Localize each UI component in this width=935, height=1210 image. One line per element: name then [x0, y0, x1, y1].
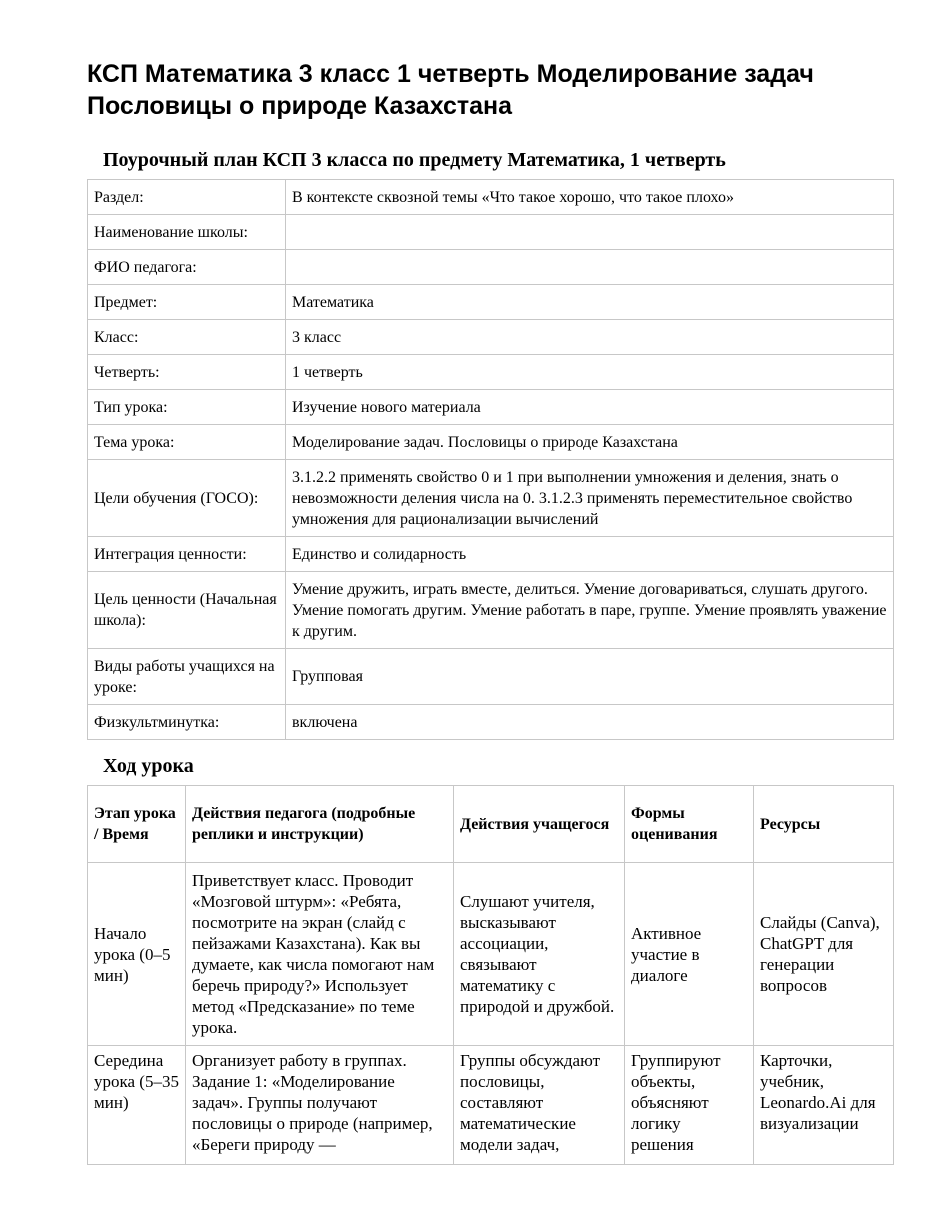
- info-label: Четверть:: [88, 355, 286, 390]
- info-value: [286, 250, 894, 285]
- info-row-teacher: [88, 250, 894, 285]
- assessment-cell: Активное участие в диалоге: [625, 863, 754, 1046]
- assessment-cell: Группируют объекты, объясняют логику решения: [625, 1046, 754, 1165]
- info-label: Цели обучения (ГОСО):: [88, 460, 286, 537]
- info-label: Предмет:: [88, 285, 286, 320]
- info-value: Изучение нового материала: [286, 390, 894, 425]
- info-value: [286, 215, 894, 250]
- column-header-teacher-actions: Действия педагога (подробные реплики и инструкции): [186, 786, 454, 863]
- lesson-progress-table: [87, 785, 894, 1165]
- info-value: Моделирование задач. Пословицы о природе Казахстана: [286, 425, 894, 460]
- stage-cell: Середина урока (5–35 мин): [88, 1046, 186, 1165]
- column-header-assessment: Формы оценивания: [625, 786, 754, 863]
- lesson-progress-heading: Ход урока: [103, 755, 194, 777]
- info-label: Виды работы учащихся на уроке:: [88, 649, 286, 705]
- info-label: Интеграция ценности:: [88, 537, 286, 572]
- info-row-lesson-topic: [88, 425, 894, 460]
- info-label: Наименование школы:: [88, 215, 286, 250]
- student-actions-cell: Слушают учителя, высказывают ассоциации, связывают математику с природой и дружбой.: [454, 863, 625, 1046]
- info-label: Раздел:: [88, 180, 286, 215]
- info-value: Умение дружить, играть вместе, делиться. Умение договариваться, слушать другого. Умение помогать другим. Умение работать в паре, группе. Умение проявлять уважение к другим.: [286, 572, 894, 649]
- info-value: 1 четверть: [286, 355, 894, 390]
- document-title: КСП Математика 3 класс 1 четверть Моделирование задач Пословицы о природе Казахстана: [87, 60, 814, 120]
- column-header-student-actions: Действия учащегося: [454, 786, 625, 863]
- resources-cell: Слайды (Canva), ChatGPT для генерации вопросов: [754, 863, 894, 1046]
- table-row: [88, 1046, 894, 1165]
- info-row-learning-goals: [88, 460, 894, 537]
- info-row-value-goal: [88, 572, 894, 649]
- info-value: Математика: [286, 285, 894, 320]
- teacher-actions-cell: Организует работу в группах. Задание 1: «Моделирование задач». Группы получают пословицы о природе (например, «Береги природу —: [186, 1046, 454, 1165]
- column-header-stage: Этап урока / Время: [88, 786, 186, 863]
- column-header-resources: Ресурсы: [754, 786, 894, 863]
- teacher-actions-cell: Приветствует класс. Проводит «Мозговой штурм»: «Ребята, посмотрите на экран (слайд с пейзажами Казахстана). Как вы думаете, как числа помогают нам беречь природу?» Использует метод «Предсказание» по теме урока.: [186, 863, 454, 1046]
- lesson-plan-info-table: [87, 179, 894, 740]
- student-actions-cell: Группы обсуждают пословицы, составляют математические модели задач,: [454, 1046, 625, 1165]
- stage-cell: Начало урока (0–5 мин): [88, 863, 186, 1046]
- info-label: Тема урока:: [88, 425, 286, 460]
- info-row-work-types: [88, 649, 894, 705]
- info-row-quarter: [88, 355, 894, 390]
- info-row-subject: [88, 285, 894, 320]
- info-row-lesson-type: [88, 390, 894, 425]
- lesson-table-header-row: [88, 786, 894, 863]
- info-row-grade: [88, 320, 894, 355]
- info-label: Цель ценности (Начальная школа):: [88, 572, 286, 649]
- info-label: Класс:: [88, 320, 286, 355]
- info-row-section: [88, 180, 894, 215]
- info-value: 3 класс: [286, 320, 894, 355]
- info-value: 3.1.2.2 применять свойство 0 и 1 при выполнении умножения и деления, знать о невозможности деления числа на 0. 3.1.2.3 применять переместительное свойство умножения для рационализации вычислений: [286, 460, 894, 537]
- info-value: включена: [286, 705, 894, 740]
- info-row-physical-break: [88, 705, 894, 740]
- info-label: Тип урока:: [88, 390, 286, 425]
- resources-cell: Карточки, учебник, Leonardo.Ai для визуализации: [754, 1046, 894, 1165]
- info-value: Единство и солидарность: [286, 537, 894, 572]
- info-row-school: [88, 215, 894, 250]
- info-label: Физкультминутка:: [88, 705, 286, 740]
- table-row: [88, 863, 894, 1046]
- info-row-value-integration: [88, 537, 894, 572]
- info-label: ФИО педагога:: [88, 250, 286, 285]
- info-value: Групповая: [286, 649, 894, 705]
- plan-heading: Поурочный план КСП 3 класса по предмету Математика, 1 четверть: [103, 149, 726, 171]
- info-value: В контексте сквозной темы «Что такое хорошо, что такое плохо»: [286, 180, 894, 215]
